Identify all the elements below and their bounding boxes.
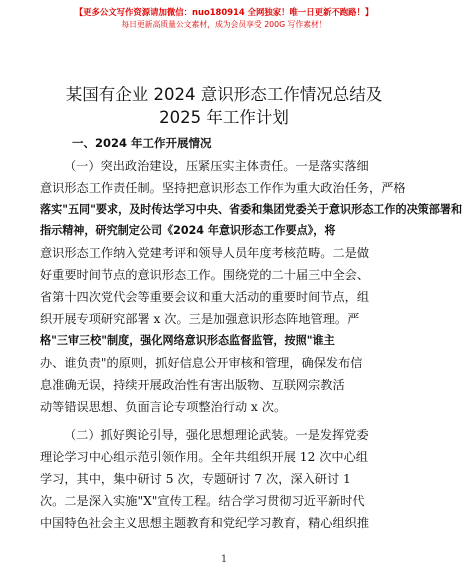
paragraph-line: （一）突出政治建设，压紧压实主体责任。一是落实落细: [64, 159, 369, 173]
paragraph-line: 中国特色社会主义思想主题教育和党纪学习教育，精心组织推: [40, 516, 370, 530]
paragraph-line: 动等错误思想、负面言论专项整治行动 x 次。: [40, 400, 287, 414]
paragraph-line: 意识形态工作责任制。坚持把意识形态工作作为重大政治任务，严格: [40, 181, 406, 195]
paragraph-line: 织开展专项研究部署 x 次。三是加强意识形态阵地管理。严: [40, 312, 360, 326]
document-title-line-2: 2025 年工作计划: [159, 108, 289, 127]
paragraph-line: （二）抓好舆论引导，强化思想理论武装。一是发挥党委: [64, 428, 369, 442]
paragraph-line: 理论学习中心组示范引领作用。全年共组织开展 12 次中心组: [40, 450, 368, 464]
promo-line-1: 【更多公文写作资源请加微信：nuo180914 全网独家！唯一日更新不跑路！】: [74, 7, 374, 17]
paragraph-line: 学习，其中，集中研讨 5 次，专题研讨 7 次，深入研讨 1: [40, 472, 351, 486]
paragraph-line: 意识形态工作纳入党建考评和领导人员年度考核范畴。二是做: [40, 246, 370, 260]
document-title-line-1: 某国有企业 2024 意识形态工作情况总结及: [65, 85, 383, 104]
promo-line-2: 每日更新高质量公文素材，成为会员享受 200G 写作素材！: [121, 20, 327, 29]
page-number: 1: [220, 554, 228, 565]
paragraph-line: 息准确无误，持续开展政治性有害出版物、互联网宗教活: [40, 378, 345, 392]
paragraph-line: 格"三审三校"制度，强化网络意识形态监督监管，按照"谁主: [40, 334, 335, 347]
section-heading: 一、2024 年工作开展情况: [72, 136, 212, 150]
promo-banner: [0, 6, 448, 31]
paragraph-line: 办、谁负责"的原则，抓好信息公开审核和管理，确保发布信: [40, 356, 363, 370]
paragraph-line: 指示精神，研究制定公司《2024 年意识形态工作要点》，将: [40, 224, 336, 237]
paragraph-line: 落实"五同"要求，及时传达学习中央、省委和集团党委关于意识形态工作的决策部署和: [40, 203, 462, 216]
paragraph-line: 次。二是深入实施"X"宣传工程。结合学习贯彻习近平新时代: [40, 494, 365, 508]
paragraph-line: 好重要时间节点的意识形态工作。围绕党的二十届三中全会、: [40, 268, 370, 282]
paragraph-line: 省第十四次党代会等重要会议和重大活动的重要时间节点，组: [40, 290, 370, 304]
